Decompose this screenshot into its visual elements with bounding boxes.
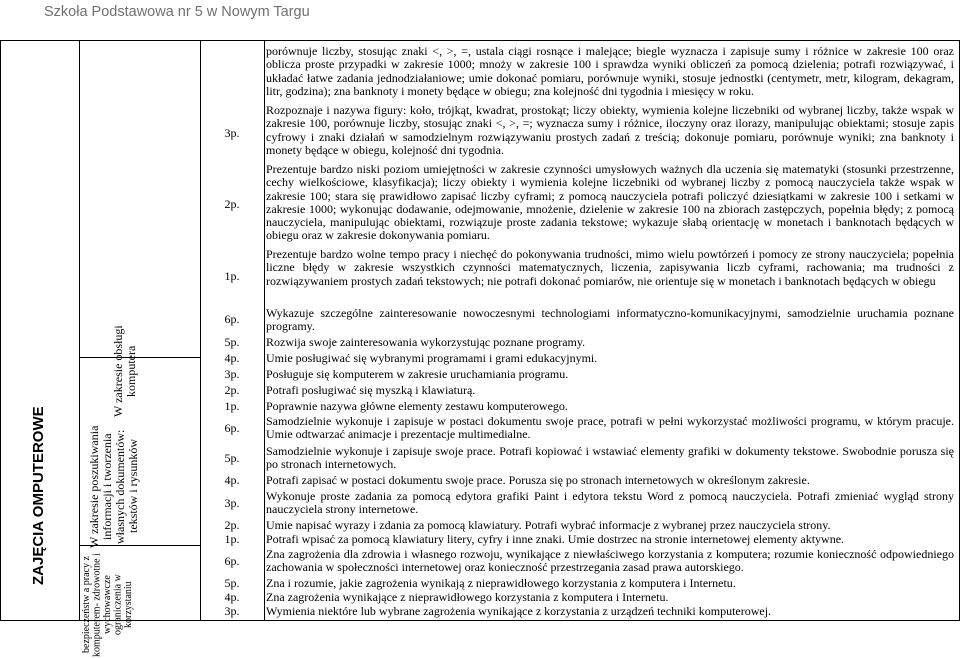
level-label: 3p. bbox=[224, 126, 240, 140]
level-label: 2p. bbox=[224, 518, 240, 532]
level-label: 4p. bbox=[224, 473, 240, 487]
level-label: 5p. bbox=[224, 451, 240, 465]
level-label: 3p. bbox=[224, 604, 240, 618]
level-label: 6p. bbox=[224, 421, 240, 435]
level-label: 1p. bbox=[224, 269, 240, 283]
level-label: 5p. bbox=[224, 335, 240, 349]
requirements-table bbox=[0, 40, 960, 657]
level-label: 3p. bbox=[224, 367, 240, 381]
table-row: Posługuje się komputerem w zakresie uruchamiania programu. bbox=[266, 367, 569, 381]
level-label: 2p. bbox=[224, 383, 240, 397]
section-label-computer-use: W zakresie obsługi komputera bbox=[111, 325, 138, 417]
table-row: Rozwija swoje zainteresowania wykorzystując poznane programy. bbox=[266, 335, 586, 349]
level-label: 6p. bbox=[224, 312, 240, 326]
school-name: Szkoła Podstawowa nr 5 w Nowym Targu bbox=[44, 4, 310, 20]
level-label: 4p. bbox=[224, 351, 240, 365]
table-row: Wymienia niektóre lub wybrane zagrożenia wynikające z korzystania z urządzeń techniki komputerowej. bbox=[266, 604, 772, 618]
level-label: 1p. bbox=[224, 532, 240, 546]
table-row: Potrafi wpisać za pomocą klawiatury litery, cyfry i inne znaki. Umie dostrzec na stronie internetowej elementy aktywne. bbox=[266, 532, 845, 546]
table-row: Samodzielnie wykonuje i zapisuje w postaci dokumentu swoje prace, potrafi w pełni wykorzystać możliwości programu, w którym pracuje. Umie odtwarzać animacje i prezentacje multimedialne. bbox=[266, 414, 954, 442]
table-row: Samodzielnie wykonuje i zapisuje swoje prace. Potrafi kopiować i wstawiać elementy grafiki w dokumenty tekstowe. Swobodnie porusza się po stronach internetowych. bbox=[266, 444, 954, 472]
table-row: Umie napisać wyrazy i zdania za pomocą klawiatury. Potrafi wybrać informacje z wybranej przez nauczyciela strony. bbox=[266, 518, 831, 532]
table-row: Zna zagrożenia wynikające z nieprawidłowego korzystania z komputera i Internetu. bbox=[266, 590, 669, 604]
level-label: 4p. bbox=[224, 590, 240, 604]
table-row: Rozpoznaje i nazywa figury: koło, trójkąt, kwadrat, prostokąt; liczy obiekty, wymienia kolejne liczebniki od wybranej liczby, także wspak w zakresie 100, porównuje liczby, stosując znaki <, >, =; wyznacza sumy i różnice, iloczyny oraz ilorazy, manipulując obiektami; stosuje zapis cyfrowy i znaki działań w samodzielnym rozwiązywaniu prostych zadań z treścią; dokonuje pomiaru, porównuje wyniki; zna banknoty i monety będące w obiegu, kolejność dni tygodnia. bbox=[266, 103, 954, 157]
subject-title: ZAJĘCIA OMPUTEROWE bbox=[30, 406, 47, 586]
level-label: 5p. bbox=[224, 576, 240, 590]
section-label-documents: W zakresie poszukiwania informacji i tworzenia własnych dokumentów: tekstów i rysunków bbox=[87, 425, 140, 548]
table-row: Wykazuje szczególne zainteresowanie nowoczesnymi technologiami informatyczno-komunikacyjnymi, samodzielnie uruchamia poznane programy. bbox=[266, 306, 954, 334]
table-row: Zna i rozumie, jakie zagrożenia wynikają z nieprawidłowego korzystania z komputera i Internetu. bbox=[266, 576, 736, 590]
table-row: Potrafi posługiwać się myszką i klawiaturą. bbox=[266, 383, 476, 397]
level-label: 6p. bbox=[224, 554, 240, 568]
section-label-safety: bezpieczeństw a pracy z komputerem- zdrowotne i wychowawcze ograniczenia w korzystaniu bbox=[81, 553, 134, 657]
page-header bbox=[0, 0, 960, 28]
level-label: 2p. bbox=[224, 197, 240, 211]
level-label: 3p. bbox=[224, 496, 240, 510]
table-row: Wykonuje proste zadania za pomocą edytora grafiki Paint i edytora tekstu Word z pomocą nauczyciela. Potrafi zmieniać wygląd strony nauczyciela strony internetowe. bbox=[266, 489, 954, 517]
table-row: Prezentuje bardzo niski poziom umiejętności w zakresie czynności umysłowych ważnych dla uczenia się matematyki (stosunki przestrzenne, cechy wielkościowe, klasyfikacja); liczy obiekty i wymienia kolejne liczebniki od wybranej liczby z pomocą nauczyciela także wspak w zakresie 100; stara się prawidłowo zapisać liczby cyframi; z pomocą nauczyciela potrafi policzyć dziesiątkami w zakresie 100 i setkami w zakresie 1000; wykonując dodawanie, odejmowanie, mnożenie, dzielenie w zakresie 100 na zbiorach zastępczych, popełnia błędy; z pomocą nauczyciela, manipulując obiektami, rozwiązuje proste zadania tekstowe; wykazuje słabą orientację w monetach i banknotach będących w obiegu oraz w zakresie dokonywania pomiaru. bbox=[266, 162, 954, 243]
level-label: 1p. bbox=[224, 399, 240, 413]
table-row: Umie posługiwać się wybranymi programami i grami edukacyjnymi. bbox=[266, 351, 598, 365]
table-row: Prezentuje bardzo wolne tempo pracy i niechęć do pokonywania trudności, mimo wielu powtórzeń i pomocy ze strony nauczyciela; popełnia liczne błędy w zakresie wszystkich czynności matematycznych, liczenia, zapisywania liczb cyframi, rachowania; ma trudności z rozwiązywaniem prostych zadań tekstowych; nie potrafi dokonać pomiarów, nie orientuje się w monetach i banknotach będących w obiegu bbox=[266, 247, 954, 288]
table-row: Potrafi zapisać w postaci dokumentu swoje prace. Porusza się po stronach internetowych w określonym zakresie. bbox=[266, 473, 810, 487]
table-row: Poprawnie nazywa główne elementy zestawu komputerowego. bbox=[266, 399, 568, 413]
table-row: Zna zagrożenia dla zdrowia i własnego rozwoju, wynikające z niewłaściwego korzystania z komputera; rozumie konieczność odpowiedniego zachowania w społeczności internetowej oraz konieczność przestrzegania zasad prawa autorskiego. bbox=[266, 547, 954, 575]
table-row: porównuje liczby, stosując znaki <, >, =, ustala ciągi rosnące i malejące; biegle wyznacza i zapisuje sumy i różnice w zakresie 100 oraz oblicza proste przypadki w zakresie 1000; mnoży w zakresie 100 i sprawdza wyniki obliczeń za pomocą dzielenia; potrafi rozwiązywać, i układać łatwe zadania jednodziałaniowe; umie dokonać pomiaru, porównuje wyniki, stosuje jednostki (centymetr, metr, kilogram, dekagram, litr, godzina); zna banknoty i monety będące w obiegu; zna kolejność dni tygodnia i miesięcy w roku. bbox=[266, 44, 954, 98]
